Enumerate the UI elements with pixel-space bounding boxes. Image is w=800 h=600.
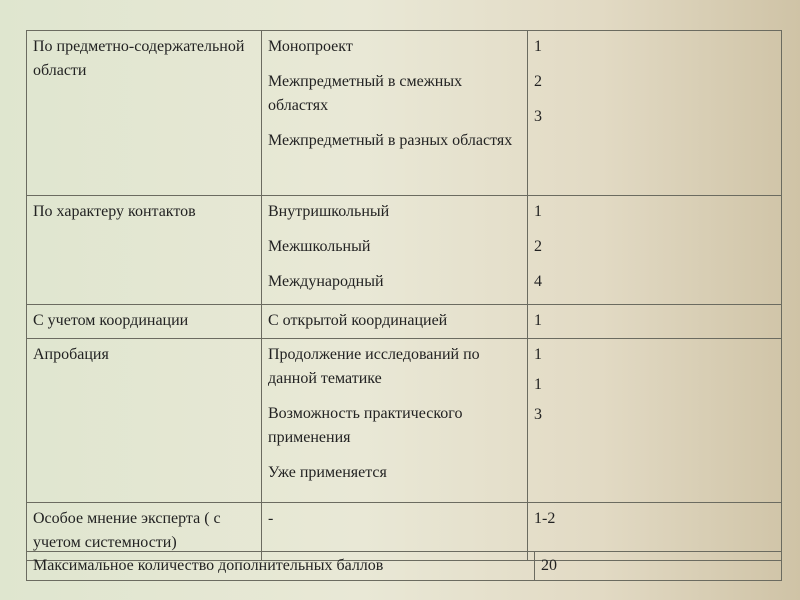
option-text: Международный <box>268 273 384 290</box>
criterion-text: Особое мнение эксперта ( с учетом системности) <box>33 510 221 551</box>
score-text: 1 <box>534 38 542 55</box>
score-text: 1 <box>534 203 542 220</box>
score-text: 1 <box>534 376 542 393</box>
options-cell <box>262 305 528 339</box>
criterion-text: Апробация <box>33 346 109 363</box>
total-value: 20 <box>541 557 557 574</box>
option-text: Возможность практического применения <box>268 405 463 446</box>
option-text: Внутришкольный <box>268 203 390 220</box>
options-cell <box>262 31 528 196</box>
options-cell <box>262 339 528 503</box>
criterion-cell <box>27 196 262 305</box>
criterion-text: По характеру контактов <box>33 203 196 220</box>
option-text: Межпредметный в разных областях <box>268 132 513 149</box>
criterion-cell <box>27 339 262 503</box>
criterion-text: С учетом координации <box>33 312 189 329</box>
score-text: 4 <box>534 273 542 290</box>
score-text: 1 <box>534 346 542 363</box>
score-text: 2 <box>534 238 542 255</box>
score-text: 1-2 <box>534 510 556 527</box>
option-text: Продолжение исследований по данной тематике <box>268 346 480 387</box>
score-cell <box>528 196 782 305</box>
options-cell <box>262 196 528 305</box>
option-text: - <box>268 510 274 527</box>
total-label-cell <box>27 552 535 581</box>
option-text: С открытой координацией <box>268 312 448 329</box>
table-row-total <box>27 552 782 581</box>
score-text: 3 <box>534 108 542 125</box>
total-table <box>26 551 782 581</box>
table-row <box>27 196 782 305</box>
criterion-text: По предметно-содержательной области <box>33 38 245 79</box>
score-text: 2 <box>534 73 542 90</box>
option-text: Межшкольный <box>268 238 371 255</box>
score-cell <box>528 31 782 196</box>
criteria-table <box>26 30 782 561</box>
score-text: 3 <box>534 406 542 423</box>
option-text: Межпредметный в смежных областях <box>268 73 463 114</box>
table-row <box>27 339 782 503</box>
criterion-cell <box>27 31 262 196</box>
score-text: 1 <box>534 312 542 329</box>
option-text: Монопроект <box>268 38 353 55</box>
total-score-cell <box>535 552 782 581</box>
option-text: Уже применяется <box>268 464 387 481</box>
table-row <box>27 31 782 196</box>
score-cell <box>528 339 782 503</box>
score-cell <box>528 305 782 339</box>
table-row <box>27 305 782 339</box>
criterion-cell <box>27 305 262 339</box>
total-label: Максимальное количество дополнительных баллов <box>33 557 384 574</box>
